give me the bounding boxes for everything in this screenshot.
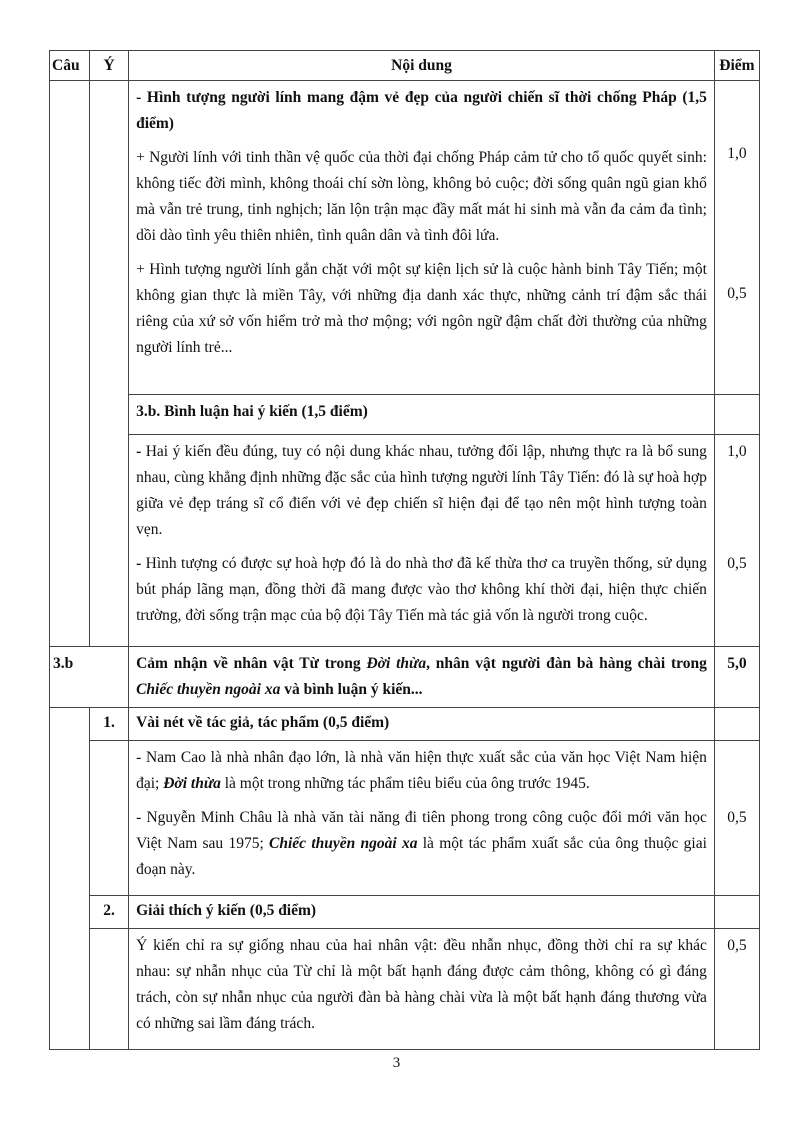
item-title: Vài nét về tác giả, tác phẩm (0,5 điểm) — [129, 708, 715, 741]
page-number: 3 — [392, 1055, 401, 1071]
cau-cell-empty — [50, 708, 90, 1050]
text: - Nam Cao là nhà nhân đạo lớn, là nhà văn hiện thực xuất sắc của văn học Việt Nam hiện đại; — [136, 749, 707, 792]
table-row — [50, 81, 760, 395]
score-cell — [714, 929, 759, 1050]
paragraph-text: Hình tượng có được sự hoà hợp đó là do nhà thơ đã kế thừa thơ ca truyền thống, sử dụng bút pháp lãng mạn, đồng thời đã mang được vào thơ không khí thời đại, hiện thực chiến trường, đời sống trận mạc của bộ đội Tây Tiến mà tác giả vốn là người trong cuộc. — [136, 555, 707, 624]
score-cell-empty — [714, 395, 759, 435]
table-row — [50, 395, 760, 435]
score: 0,5 — [727, 809, 747, 826]
score-cell-empty — [714, 896, 759, 929]
item-number: 2. — [90, 896, 129, 929]
score: 0,5 — [727, 285, 747, 302]
work-title: Chiếc thuyền ngoài xa — [136, 681, 281, 698]
y-cell-empty — [90, 81, 129, 647]
score-cell-empty — [714, 708, 759, 741]
content-cell — [129, 81, 715, 395]
text: , nhân vật người đàn bà hàng chài trong — [426, 655, 707, 672]
score: 0,5 — [727, 555, 747, 572]
question-title — [129, 647, 715, 708]
text: và bình luận ý kiến... — [280, 681, 423, 698]
paragraph: + Người lính với tinh thần vệ quốc của thời đại chống Pháp cảm tử cho tổ quốc quyết sinh: không tiếc đời mình, không thoái chí sờn lòng, không bỏ cuộc; đời sống quân ngũ gian khổ mà vẫn trẻ trung, tinh nghịch; lăn lộn trận mạc đầy mất mát hi sinh mà vẫn đa cảm đa tình; dồi dào tình yêu thiên nhiên, tình quân dân và tình đôi lứa. — [136, 149, 707, 244]
header-noi-dung: Nội dung — [129, 51, 715, 81]
score-cell — [714, 81, 759, 395]
table-row — [50, 896, 760, 929]
paragraph — [136, 439, 707, 543]
work-title: Đời thừa — [366, 655, 427, 672]
header-y: Ý — [90, 51, 129, 81]
text: là một tác phẩm xuất sắc của ông thuộc giai đoạn này. — [136, 835, 707, 878]
paragraph-text: Hai ý kiến đều đúng, tuy có nội dung khác nhau, tưởng đối lập, nhưng thực ra là bổ sung nhau, cùng khẳng định những đặc sắc của hình tượng người lính Tây Tiến: đó là sự hoà hợp giữa vẻ đẹp tráng sĩ cổ điển với vẻ đẹp chiến sĩ hiện đại để tạo nên một hình tượng toàn vẹn. — [136, 443, 707, 538]
cau-cell-empty — [50, 81, 90, 647]
item-title: Giải thích ý kiến (0,5 điểm) — [129, 896, 715, 929]
text: Cảm nhận về nhân vật Từ trong — [136, 655, 367, 672]
paragraph: Ý kiến chỉ ra sự giống nhau của hai nhân vật: đều nhẫn nhục, đồng thời chỉ ra sự khác nhau: sự nhẫn nhục của Từ chỉ là một bất hạnh đáng được cảm thông, không có gì đáng trách, còn sự nhẫn nhục của người đàn bà hàng chài vừa là một bất hạnh đáng thương vừa có những sai lầm đáng trách. — [136, 937, 707, 1032]
header-cau: Câu — [50, 51, 90, 81]
score: 5,0 — [714, 647, 759, 708]
bullet: - — [136, 555, 146, 572]
y-cell-empty — [90, 741, 129, 896]
table-row — [50, 741, 760, 896]
table-row — [50, 647, 760, 708]
item-number: 1. — [90, 708, 129, 741]
paragraph: + Hình tượng người lính gắn chặt với một sự kiện lịch sử là cuộc hành binh Tây Tiến; một không gian thực là miền Tây, với những địa danh xác thực, những cảnh trí đậm sắc thái riêng của xứ sở vốn hiểm trở mà thơ mộng; với ngôn ngữ đậm chất đời thường của những người lính trẻ... — [136, 261, 707, 356]
table-row — [50, 435, 760, 647]
bullet: - — [136, 443, 146, 460]
table-row — [50, 708, 760, 741]
score: 1,0 — [727, 145, 747, 162]
text: là một trong những tác phẩm tiêu biểu của ông trước 1945. — [220, 775, 590, 792]
paragraph — [136, 745, 707, 797]
work-title: Đời thừa — [163, 775, 221, 792]
section-title: - Hình tượng người lính mang đậm vẻ đẹp của người chiến sĩ thời chống Pháp (1,5 điểm) — [136, 89, 707, 132]
grading-table — [49, 50, 760, 1050]
score: 0,5 — [727, 937, 747, 954]
work-title: Chiếc thuyền ngoài xa — [269, 835, 418, 852]
paragraph — [136, 551, 707, 629]
score-cell — [714, 741, 759, 896]
header-diem: Điểm — [714, 51, 759, 81]
paragraph — [136, 805, 707, 883]
table-row — [50, 929, 760, 1050]
content-cell — [129, 435, 715, 647]
content-cell — [129, 741, 715, 896]
score: 1,0 — [727, 443, 747, 460]
table-header — [50, 51, 760, 81]
section-title: 3.b. Bình luận hai ý kiến (1,5 điểm) — [129, 395, 715, 435]
text: - Nguyễn Minh Châu là nhà văn tài năng đi tiên phong trong công cuộc đổi mới văn học Việt Nam sau 1975; — [136, 809, 707, 852]
question-number: 3.b — [50, 647, 129, 708]
score-cell — [714, 435, 759, 647]
content-cell — [129, 929, 715, 1050]
y-cell-empty — [90, 929, 129, 1050]
